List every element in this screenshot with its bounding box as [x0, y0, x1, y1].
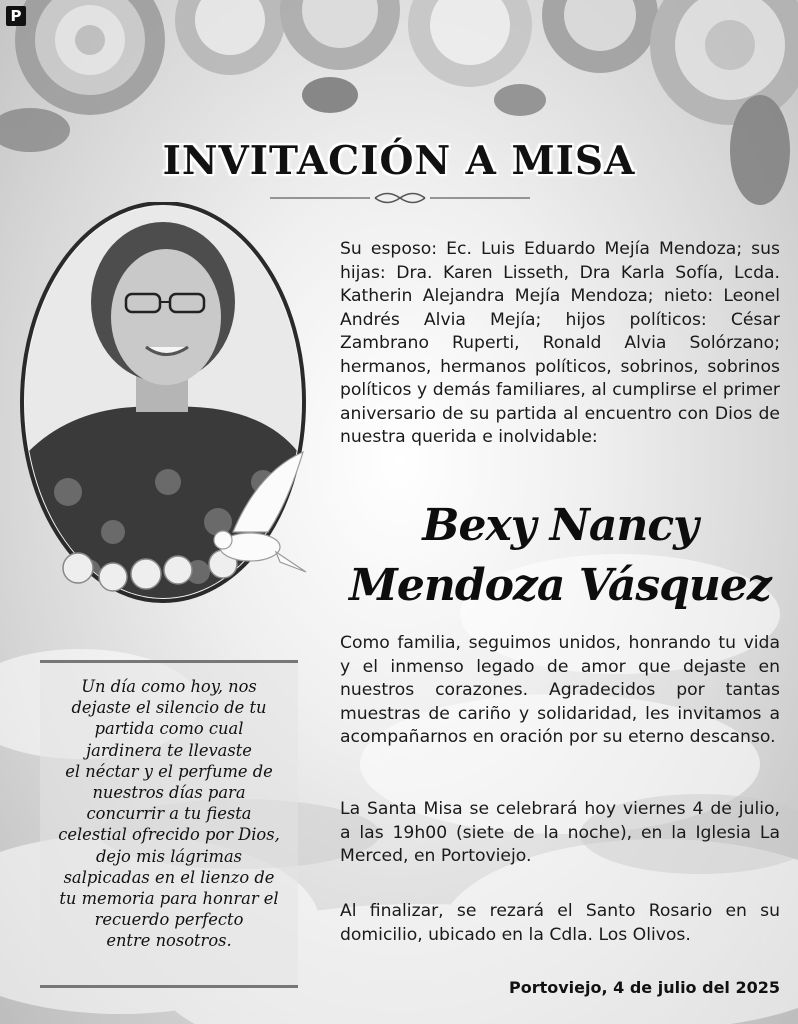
place-date: Portoviejo, 4 de julio del 2025	[508, 978, 780, 997]
portrait-photo	[18, 202, 308, 610]
poem-line: partida como cual	[94, 719, 244, 739]
family-paragraph: Como familia, seguimos unidos, honrando tu vida y el inmenso legado de amor que dejaste en nuestros corazones. Agradecidos por tantas muestras de cariño y solidaridad, les invitamos a acompañarnos en oración por su eterno descanso.	[340, 633, 780, 747]
poem-line: celestial ofrecido por Dios,	[58, 825, 280, 845]
poem-line: recuerdo perfecto	[94, 910, 244, 930]
poem-line: jardinera te llevaste	[86, 740, 252, 760]
poem-line: dejo mis lágrimas	[95, 846, 243, 866]
poem-line: entre nosotros.	[106, 931, 232, 951]
ornament-divider	[270, 190, 530, 206]
mass-paragraph: La Santa Misa se celebrará hoy viernes 4 de julio, a las 19h00 (siete de la noche), en la Iglesia La Merced, en Portoviejo.	[340, 799, 780, 866]
poem-line: nuestros días para	[92, 783, 246, 803]
poem-line: el néctar y el perfume de	[65, 761, 273, 781]
deceased-name-first: Bexy Nancy	[422, 500, 698, 551]
publisher-logo: P	[6, 6, 26, 26]
poem-line: salpicadas en el lienzo de	[63, 867, 275, 887]
poem-line: concurrir a tu fiesta	[86, 804, 252, 824]
poem-line: tu memoria para honrar el	[59, 889, 279, 909]
poem-line: dejaste el silencio de tu	[71, 698, 267, 718]
page-title: INVITACIÓN A MISA	[162, 138, 636, 184]
poem-text	[50, 676, 288, 952]
poem-line: Un día como hoy, nos	[81, 677, 257, 696]
intro-paragraph: Su esposo: Ec. Luis Eduardo Mejía Mendoza; sus hijas: Dra. Karen Lisseth, Dra Karla Sofía, Lcda. Katherin Alejandra Mejía Mendoza; nieto: Leonel Andrés Alvia Mejía; hijos políticos: César Zambrano Ruperti, Ronald Alvia Solórzano; hermanos, hermanos políticos, sobrinos, sobrinos políticos y demás familiares, al cumplirse el primer aniversario de su partida al encuentro con Dios de nuestra querida e inolvidable:	[340, 239, 780, 447]
rosary-paragraph: Al finalizar, se rezará el Santo Rosario en su domicilio, ubicado en la Cdla. Los Olivos.	[340, 901, 780, 945]
deceased-name-last: Mendoza Vásquez	[349, 560, 771, 611]
